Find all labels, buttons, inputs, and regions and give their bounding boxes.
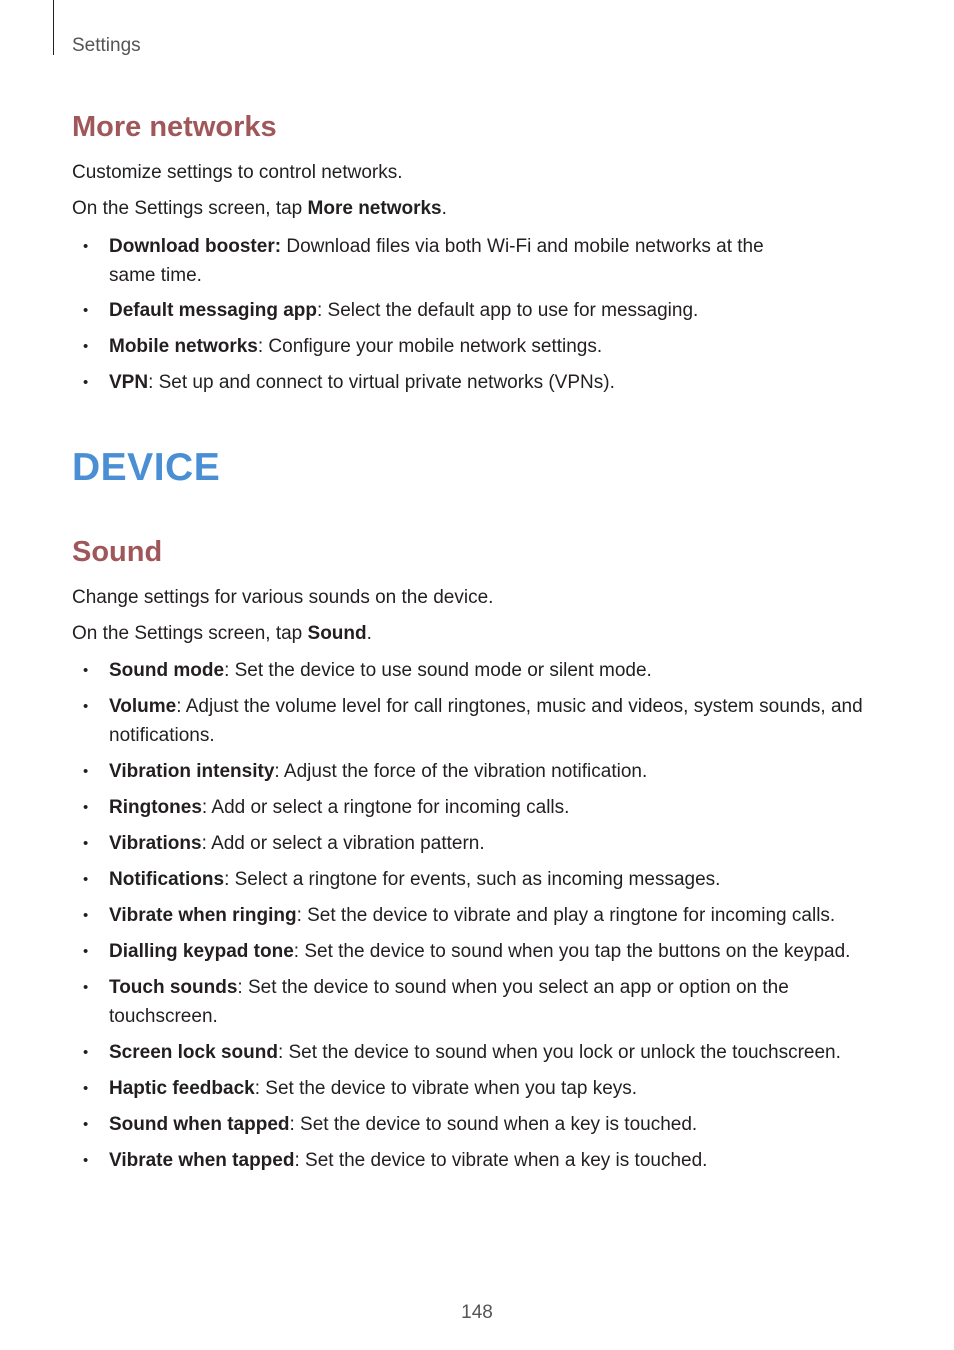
- more-networks-heading: More networks: [72, 111, 277, 143]
- item-description: : Adjust the force of the vibration notification.: [274, 761, 648, 782]
- list-item: [72, 368, 887, 397]
- item-description: : Add or select a vibration pattern.: [201, 833, 485, 854]
- item-term: Screen lock sound: [109, 1042, 278, 1063]
- bullet-icon: •: [83, 1080, 89, 1097]
- item-description: : Set the device to vibrate and play a ringtone for incoming calls.: [296, 905, 836, 926]
- item-description: : Set the device to sound when a key is touched.: [289, 1114, 698, 1135]
- bullet-icon: •: [83, 302, 89, 319]
- list-item: [72, 937, 887, 966]
- more-networks-intro: Customize settings to control networks.: [72, 162, 403, 183]
- item-description: : Set up and connect to virtual private networks (VPNs).: [148, 372, 615, 393]
- bullet-icon: •: [83, 1116, 89, 1133]
- sound-heading: Sound: [72, 536, 163, 568]
- item-term: Default messaging app: [109, 300, 317, 321]
- bullet-icon: •: [83, 238, 89, 255]
- item-term: Vibrate when ringing: [109, 905, 297, 926]
- item-description: : Adjust the volume level for call ringtones, music and videos, system sounds, and notifications.: [109, 696, 863, 746]
- bullet-icon: •: [83, 835, 89, 852]
- list-item: [72, 865, 887, 894]
- item-description: : Set the device to use sound mode or silent mode.: [224, 660, 652, 681]
- bullet-icon: •: [83, 979, 89, 996]
- bullet-icon: •: [83, 698, 89, 715]
- list-item: [72, 829, 887, 858]
- item-term: Vibrate when tapped: [109, 1150, 295, 1171]
- item-term: VPN: [109, 372, 149, 393]
- more-networks-path: [72, 195, 447, 223]
- item-description: Download files via both Wi-Fi and mobile networks at the same time.: [109, 236, 764, 286]
- bullet-icon: •: [83, 943, 89, 960]
- item-description: : Set the device to sound when you lock or unlock the touchscreen.: [277, 1042, 841, 1063]
- device-heading: DEVICE: [72, 446, 221, 489]
- list-item: [72, 901, 887, 930]
- item-description: : Set the device to sound when you select an app or option on the touchscreen.: [109, 977, 789, 1027]
- item-term: Mobile networks: [109, 336, 258, 357]
- item-term: Download booster:: [109, 236, 282, 257]
- sound-path: [72, 620, 372, 648]
- bullet-icon: •: [83, 1044, 89, 1061]
- list-item: [72, 692, 887, 750]
- item-description: : Select a ringtone for events, such as incoming messages.: [224, 869, 721, 890]
- item-term: Sound mode: [109, 660, 225, 681]
- item-description: : Configure your mobile network settings.: [257, 336, 603, 357]
- path-prefix: On the Settings screen, tap: [72, 198, 308, 219]
- item-term: Vibration intensity: [109, 761, 275, 782]
- bullet-icon: •: [83, 662, 89, 679]
- item-term: Notifications: [109, 869, 225, 890]
- list-item: [72, 793, 887, 822]
- item-term: Dialling keypad tone: [109, 941, 294, 962]
- item-description: : Set the device to vibrate when a key is touched.: [294, 1150, 708, 1171]
- path-suffix: .: [441, 198, 447, 219]
- running-head: Settings: [72, 35, 141, 56]
- list-item: [72, 296, 887, 325]
- bullet-icon: •: [83, 374, 89, 391]
- list-item: [72, 232, 789, 290]
- list-item: [72, 1146, 887, 1175]
- item-term: Haptic feedback: [109, 1078, 255, 1099]
- path-prefix: On the Settings screen, tap: [72, 623, 308, 644]
- list-item: [72, 332, 887, 361]
- path-suffix: .: [366, 623, 372, 644]
- list-item: [72, 1110, 887, 1139]
- list-item: [72, 1038, 887, 1067]
- item-description: : Add or select a ringtone for incoming calls.: [201, 797, 570, 818]
- page-number: 148: [461, 1302, 493, 1323]
- item-term: Sound when tapped: [109, 1114, 290, 1135]
- list-item: [72, 1074, 887, 1103]
- item-term: Vibrations: [109, 833, 202, 854]
- page-edge-rule: [53, 0, 54, 55]
- bullet-icon: •: [83, 799, 89, 816]
- sound-intro: Change settings for various sounds on the device.: [72, 587, 494, 608]
- bullet-icon: •: [83, 338, 89, 355]
- more-networks-list: [72, 232, 887, 397]
- bullet-icon: •: [83, 907, 89, 924]
- item-term: Volume: [109, 696, 177, 717]
- list-item: [72, 757, 887, 786]
- bullet-icon: •: [83, 1152, 89, 1169]
- sound-settings-list: [72, 656, 887, 1175]
- bullet-icon: •: [83, 763, 89, 780]
- bullet-icon: •: [83, 871, 89, 888]
- item-description: : Select the default app to use for messaging.: [317, 300, 699, 321]
- path-target: More networks: [307, 198, 442, 219]
- item-term: Ringtones: [109, 797, 202, 818]
- list-item: [72, 973, 819, 1031]
- list-item: [72, 656, 887, 685]
- item-description: : Set the device to vibrate when you tap keys.: [254, 1078, 638, 1099]
- path-target: Sound: [307, 623, 367, 644]
- item-description: : Set the device to sound when you tap the buttons on the keypad.: [293, 941, 851, 962]
- item-term: Touch sounds: [109, 977, 238, 998]
